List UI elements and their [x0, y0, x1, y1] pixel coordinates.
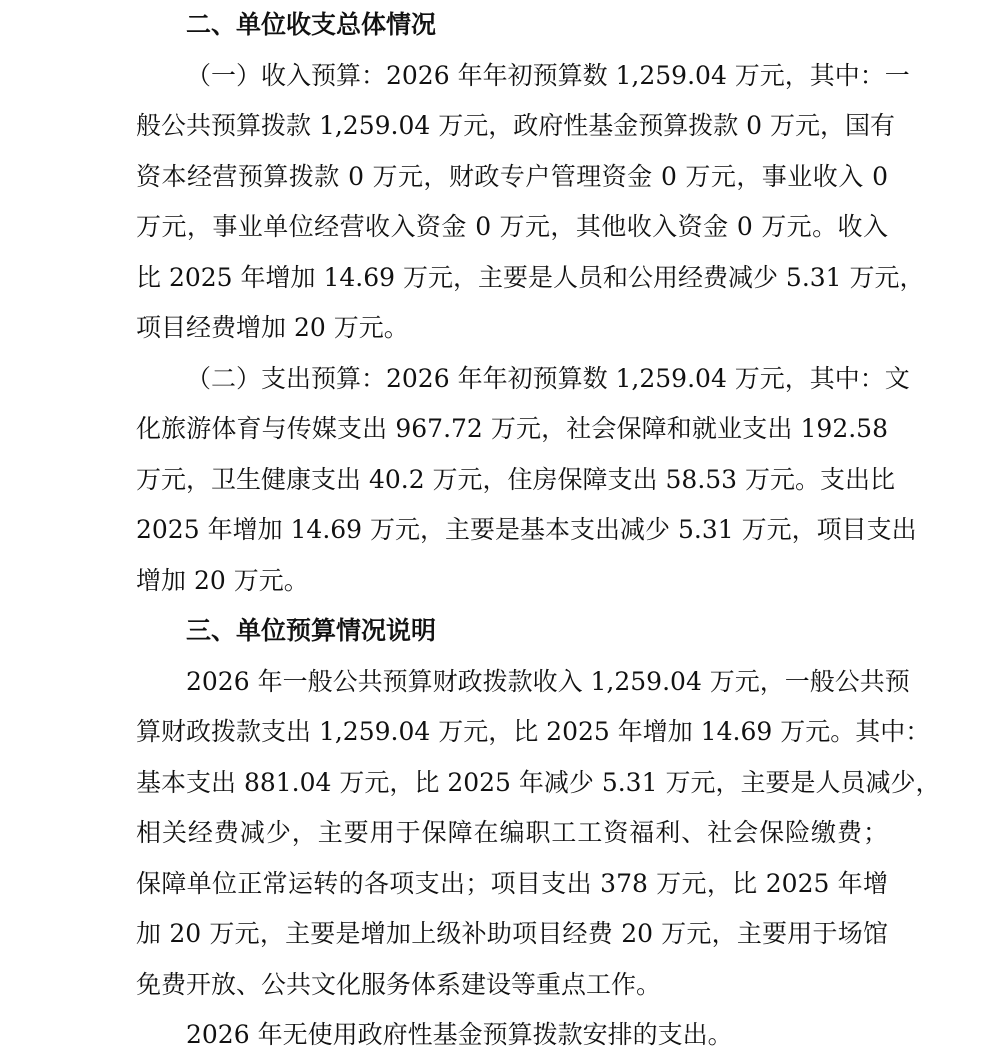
paragraph-general-public-budget	[136, 657, 941, 1011]
text-line: 增加 20 万元。	[136, 565, 309, 595]
text-line: 项目经费增加 20 万元。	[136, 313, 409, 342]
text-line: 保障单位正常运转的各项支出；项目支出 378 万元，比 2025 年增	[136, 868, 888, 898]
text-line: 加 20 万元，主要是增加上级补助项目经费 20 万元，主要用于场馆	[136, 919, 888, 948]
section-heading-budget-explanation: 三、单位预算情况说明	[186, 616, 437, 645]
text-line: 免费开放、公共文化服务体系建设等重点工作。	[136, 969, 662, 999]
text-line: 般公共预算拨款 1,259.04 万元，政府性基金预算拨款 0 万元，国有	[136, 111, 896, 140]
text-line: 算财政拨款支出 1,259.04 万元，比 2025 年增加 14.69 万元。其中：	[136, 717, 931, 746]
text-line: （一）收入预算：2026 年年初预算数 1,259.04 万元，其中：一	[186, 60, 910, 90]
document-page	[136, 0, 941, 1061]
text-line: 2025 年增加 14.69 万元，主要是基本支出减少 5.31 万元，项目支出	[136, 515, 917, 544]
text-line: 2026 年一般公共预算财政拨款收入 1,259.04 万元，一般公共预	[186, 666, 910, 696]
paragraph-income-budget	[136, 51, 925, 354]
text-line: 基本支出 881.04 万元，比 2025 年减少 5.31 万元，主要是人员减少，	[136, 767, 941, 797]
text-line: 万元，卫生健康支出 40.2 万元，住房保障支出 58.53 万元。支出比	[136, 464, 896, 494]
text-line: 万元，事业单位经营收入资金 0 万元，其他收入资金 0 万元。收入	[136, 212, 888, 241]
text-line: 相关经费减少，主要用于保障在编职工工资福利、社会保险缴费；	[136, 818, 888, 847]
text-line: 资本经营预算拨款 0 万元，财政专户管理资金 0 万元，事业收入 0	[136, 161, 888, 191]
text-line: 2026 年无使用政府性基金预算拨款安排的支出。	[186, 1020, 733, 1049]
text-line: 比 2025 年增加 14.69 万元，主要是人员和公用经费减少 5.31 万元，	[136, 262, 925, 292]
paragraph-government-fund	[136, 1010, 888, 1061]
text-line: 化旅游体育与传媒支出 967.72 万元，社会保障和就业支出 192.58	[136, 414, 888, 443]
text-line: （二）支出预算：2026 年年初预算数 1,259.04 万元，其中：文	[186, 363, 910, 393]
paragraph-expenditure-budget	[136, 354, 917, 607]
section-heading-overall: 二、单位收支总体情况	[186, 10, 437, 39]
